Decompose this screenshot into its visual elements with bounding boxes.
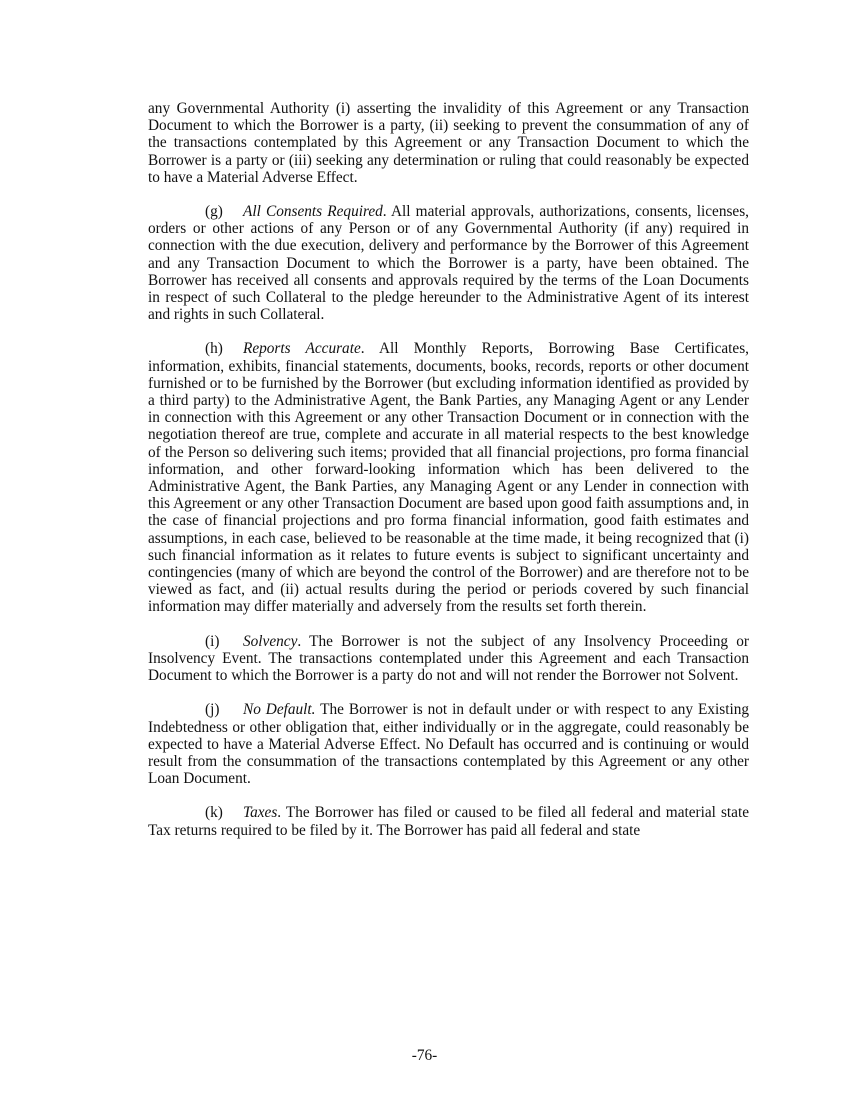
section-i-solvency [148,633,749,685]
section-label: (i) [205,632,220,650]
document-body [148,100,749,856]
section-text: . All material approvals, authorizations, consents, licenses, orders or other actions of any Person or of any Governmental Authority (if any) required in connection with the due execution, delivery and performance by the Borrower of this Agreement and any Transaction Document to which the Borrower is a party, have been obtained. The Borrower has received all consents and approvals required by the terms of the Loan Documents in respect of such Collateral to the pledge hereunder to the Administrative Agent of its interest and rights in such Collateral. [148,203,749,324]
section-label: (h) [205,340,223,358]
section-heading: Solvency [243,632,298,650]
section-label: (j) [205,701,220,719]
section-k-taxes [148,804,749,838]
section-heading: Reports Accurate [243,340,361,358]
section-heading: All Consents Required [243,203,383,221]
section-label: (k) [205,804,223,822]
page-number: -76- [411,1047,438,1064]
section-g-all-consents-required [148,203,749,323]
section-h-reports-accurate [148,340,749,615]
section-text: . The Borrower has filed or caused to be filed all federal and material state Tax returns required to be filed by it. The Borrower has paid all federal and state [148,804,749,839]
section-j-no-default [148,701,749,787]
section-text: The Borrower is not in default under or with respect to any Existing Indebtedness or other obligation that, either individually or in the aggregate, could reasonably be expected to have a Material Adverse Effect. No Default has occurred and is continuing or would result from the consummation of the transactions contemplated by this Agreement or any other Loan Document. [148,701,749,788]
section-heading: Taxes [243,804,278,822]
section-text: . The Borrower is not the subject of any Insolvency Proceeding or Insolvency Event. The transactions contemplated under this Agreement and each Transaction Document to which the Borrower is a party do not and will not render the Borrower not Solvent. [148,632,749,685]
section-label: (g) [205,203,223,221]
section-text: . All Monthly Reports, Borrowing Base Certificates, information, exhibits, financial statements, documents, books, records, reports or other document furnished or to be furnished by the Borrower (but excluding information identified as provided by a third party) to the Administrative Agent, the Bank Parties, any Managing Agent or any Lender in connection with this Agreement or any other Transaction Document or in connection with the negotiation thereof are true, complete and accurate in all material respects to the best knowledge of the Person so delivering such items; provided that all financial projections, pro forma financial information, and other forward-looking information which has been delivered to the Administrative Agent, the Bank Parties, any Managing Agent or any Lender in connection with this Agreement or any other Transaction Document are based upon good faith assumptions and, in the case of financial projections and pro forma financial information, good faith estimates and assumptions, in each case, believed to be reasonable at the time made, it being recognized that (i) such financial information as it relates to future events is subject to significant uncertainty and contingencies (many of which are beyond the control of the Borrower) and are therefore not to be viewed as fact, and (ii) actual results during the period or periods covered by such financial information may differ materially and adversely from the results set forth therein. [148,340,750,616]
intro-paragraph: any Governmental Authority (i) asserting the invalidity of this Agreement or any Transaction Document to which the Borrower is a party, (ii) seeking to prevent the consummation of any of the transactions contemplated by this Agreement or any Transaction Document to which the Borrower is a party or (iii) seeking any determination or ruling that could reasonably be expected to have a Material Adverse Effect. [148,100,749,186]
section-heading: No Default. [243,701,316,719]
